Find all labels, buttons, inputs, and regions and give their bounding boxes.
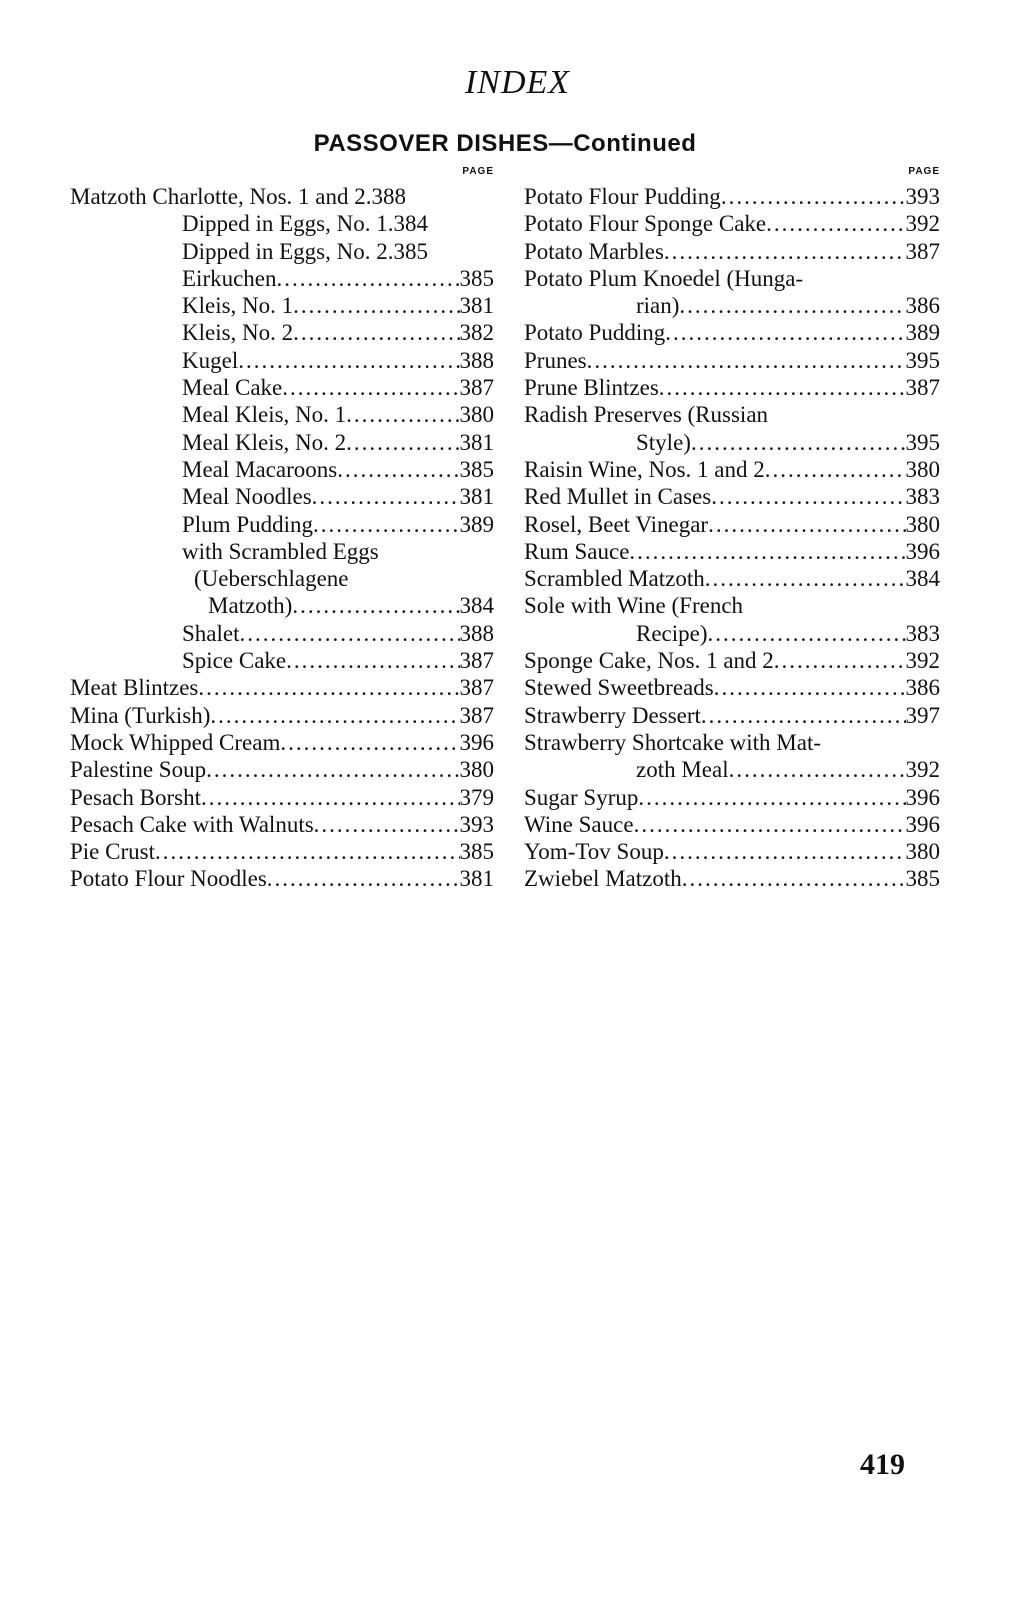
dot-leader [711,483,905,510]
dot-leader [337,456,459,483]
index-entry [524,238,940,265]
index-entry [70,292,494,319]
index-entry-page: 385 [459,456,494,482]
index-entry-label: Prunes [524,347,587,373]
index-entry-label: Sugar Syrup [524,784,639,810]
index-entry-label: Scrambled Matzoth [524,566,705,592]
index-entry-label: Recipe) [636,620,708,646]
dot-leader [240,620,460,647]
index-entry-page: 380 [905,839,940,865]
index-entry [70,265,494,292]
index-entry-label: Wine Sauce [524,811,634,837]
index-entry-page: 385 [905,866,940,892]
dot-leader: . [365,184,372,209]
index-entry [524,756,940,783]
index-entry-label: Meal Kleis, No. 1 [182,402,347,428]
index-entries-left [70,183,494,893]
index-entry-label: Dipped in Eggs, No. 2 [182,238,388,264]
dot-leader [638,784,905,811]
index-entry [70,319,494,346]
dot-leader [691,429,906,456]
dot-leader [286,647,459,674]
dot-leader [634,811,906,838]
index-entry-page: 392 [905,211,940,237]
index-entry [524,456,940,483]
index-entry-label: Potato Flour Noodles [70,866,267,892]
index-entry-label: Meal Noodles [182,484,312,510]
index-entry-page: 381 [459,866,494,892]
index-entry [70,374,494,401]
index-entry-page: 389 [905,320,940,346]
index-entry-page: 380 [459,757,494,783]
index-entry-page: 387 [459,648,494,674]
index-entries-right [524,183,940,893]
index-entry-label: Prune Blintzes [524,375,659,401]
index-entry-label: Kleis, No. 2 [182,320,294,346]
dot-leader [267,865,460,892]
index-entry-label: Sole with Wine (French [524,593,744,619]
page-column-label: PAGE [908,166,940,177]
index-entry [524,647,940,674]
index-entry-label: Rosel, Beet Vinegar [524,511,709,537]
index-entry-page: 396 [459,729,494,755]
dot-leader [664,838,906,865]
dot-leader [292,592,459,619]
dot-leader: . [387,211,394,237]
dot-leader [714,674,906,701]
index-entry [524,838,940,865]
index-entry [70,702,494,729]
index-entry-label: Potato Plum Knoedel (Hunga- [524,265,804,291]
index-entry-label: Zwiebel Matzoth [524,866,682,892]
dot-leader [346,429,459,456]
index-entry-label: Dipped in Eggs, No. 1 [182,211,388,237]
index-entry [70,483,494,510]
index-entry [70,756,494,783]
index-entry-label: Potato Marbles [524,238,664,264]
index-entry [70,674,494,701]
index-entry [70,865,494,892]
dot-leader [280,729,459,756]
index-entry-label: Raisin Wine, Nos. 1 and 2 [524,456,765,482]
index-entry-page: 393 [905,184,940,209]
dot-leader [155,838,460,865]
index-entry [524,511,940,538]
dot-leader [587,347,906,374]
index-entry [524,620,940,647]
index-entry-label: zoth Meal [636,757,729,783]
dot-leader [313,511,459,538]
index-entry-page: 388 [371,184,407,209]
index-entry [524,565,940,592]
index-entry-label: Spice Cake [182,648,287,674]
index-entry [524,183,940,210]
index-column-left [70,166,494,893]
index-entry-label: Meal Cake [182,375,283,401]
index-entry-page: 381 [459,293,494,319]
index-entry-page: 380 [905,511,940,537]
index-entry-label: Mina (Turkish) [70,702,211,728]
page-column-label: PAGE [462,166,494,177]
dot-leader [766,210,905,237]
index-entry-page: 396 [905,811,940,837]
dot-leader [679,292,905,319]
index-entry-label: Pesach Borsht [70,784,201,810]
index-entry [524,811,940,838]
index-entry-page: 386 [905,675,940,701]
dot-leader [238,347,459,374]
index-entry [70,784,494,811]
dot-leader [774,647,906,674]
index-entry-label: Kleis, No. 1 [182,293,294,319]
index-entry [524,674,940,701]
dot-leader [277,265,460,292]
index-entry-label: Red Mullet in Cases [524,484,712,510]
index-entry-label: Meat Blintzes [70,675,199,701]
index-entry [70,729,494,756]
index-entry-page: 395 [905,429,940,455]
index-entry [70,592,494,619]
dot-leader [705,565,906,592]
index-entry-label: (Ueberschlagene [194,566,349,592]
index-entry-page: 386 [905,293,940,319]
index-entry-page: 392 [905,757,940,783]
index-entry [524,784,940,811]
index-entry-label: Stewed Sweetbreads [524,675,714,701]
dot-leader [708,511,905,538]
index-entry-page: 392 [905,648,940,674]
index-entry-page: 388 [459,347,494,373]
index-entry-label: Matzoth) [208,593,293,619]
index-entry-label: Pie Crust [70,839,155,865]
index-entry-page: 393 [459,811,494,837]
index-column-right [524,166,940,893]
index-entry [524,483,940,510]
index-entry-page: 384 [905,566,940,592]
index-entry-page: 387 [905,238,940,264]
index-entry [524,319,940,346]
index-entry [524,429,940,456]
index-entry-page: 382 [459,320,494,346]
index-entry-page: 383 [905,620,940,646]
index-entry [524,265,940,292]
index-entry-page: 379 [459,784,494,810]
dot-leader [210,702,459,729]
index-entry-label: Sponge Cake, Nos. 1 and 2 [524,648,774,674]
page-title: INDEX [464,64,571,101]
dot-leader [682,865,906,892]
dot-leader [206,756,459,783]
dot-leader [659,374,906,401]
index-entry-label: Style) [636,429,691,455]
index-entry-page: 385 [459,265,494,291]
dot-leader [708,620,906,647]
index-entry [70,238,494,265]
index-entry-label: Meal Kleis, No. 2 [182,429,347,455]
index-entry [524,210,940,237]
dot-leader [293,319,459,346]
index-entry-page: 388 [459,620,494,646]
index-entry [524,401,940,428]
index-entry-page: 397 [905,702,940,728]
dot-leader [198,674,459,701]
dot-leader [721,183,906,210]
index-entry-page: 396 [905,784,940,810]
index-entry [524,865,940,892]
section-subtitle: PASSOVER DISHES—Continued [313,130,697,157]
index-entry-label: Mock Whipped Cream [70,729,281,755]
index-entry-label: Strawberry Shortcake with Mat- [524,729,822,755]
index-entry-page: 384 [393,211,428,237]
index-entry-page: 383 [905,484,940,510]
index-entry-label: Eirkuchen [182,265,277,291]
index-entry-label: Potato Flour Sponge Cake [524,211,767,237]
index-entry-page: 381 [459,429,494,455]
index-entry [524,702,940,729]
index-entry [70,538,494,565]
index-entry [70,647,494,674]
index-entry [524,538,940,565]
dot-leader [312,483,460,510]
index-entry-label: Potato Pudding [524,320,666,346]
index-entry-label: Meal Macaroons [182,456,338,482]
index-entry-page: 387 [459,375,494,401]
index-entry [524,347,940,374]
dot-leader [314,811,460,838]
page-number: 419 [860,1448,905,1481]
dot-leader [729,756,906,783]
index-entry-page: 395 [905,347,940,373]
index-entry-label: Shalet [182,620,240,646]
index-entry-label: Plum Pudding [182,511,314,537]
index-entry [524,374,940,401]
dot-leader [629,538,905,565]
index-entry-page: 396 [905,538,940,564]
index-entry [70,565,494,592]
index-entry [524,592,940,619]
index-entry-page: 384 [459,593,494,619]
index-entry-label: Rum Sauce [524,538,630,564]
index-entry [70,620,494,647]
index-entry-page: 380 [459,402,494,428]
index-entry-label: Strawberry Dessert [524,702,701,728]
dot-leader [701,702,906,729]
dot-leader [293,292,459,319]
index-entry [70,811,494,838]
index-entry-page: 387 [459,675,494,701]
index-entry-label: Pesach Cake with Walnuts [70,811,314,837]
dot-leader [765,456,906,483]
index-entry [70,838,494,865]
index-entry [70,429,494,456]
index-entry-label: rian) [636,293,680,319]
index-entry [524,292,940,319]
index-entry [70,401,494,428]
dot-leader [665,319,905,346]
dot-leader [282,374,459,401]
index-entry [70,183,494,210]
index-entry [70,511,494,538]
dot-leader [346,401,459,428]
index-entry-label: Potato Flour Pudding [524,184,721,209]
index-entry-page: 385 [393,238,428,264]
index-entry [70,456,494,483]
index-entry-page: 389 [459,511,494,537]
index-entry-page: 380 [905,456,940,482]
index-entry-label: with Scrambled Eggs [182,538,379,564]
index-entry [70,210,494,237]
index-entry-label: Radish Preserves (Russian [524,402,769,428]
index-entry-page: 381 [459,484,494,510]
index-entry-label: Palestine Soup [70,757,207,783]
dot-leader: . [387,238,394,264]
dot-leader [664,238,906,265]
index-entry [70,347,494,374]
index-entry-label: Matzoth Charlotte, Nos. 1 and 2 [70,184,366,209]
index-entry-page: 387 [459,702,494,728]
index-entry-label: Kugel [182,347,239,373]
index-entry-page: 385 [459,839,494,865]
index-entry-page: 387 [905,375,940,401]
dot-leader [201,784,460,811]
index-entry-label: Yom-Tov Soup [524,839,664,865]
index-entry [524,729,940,756]
